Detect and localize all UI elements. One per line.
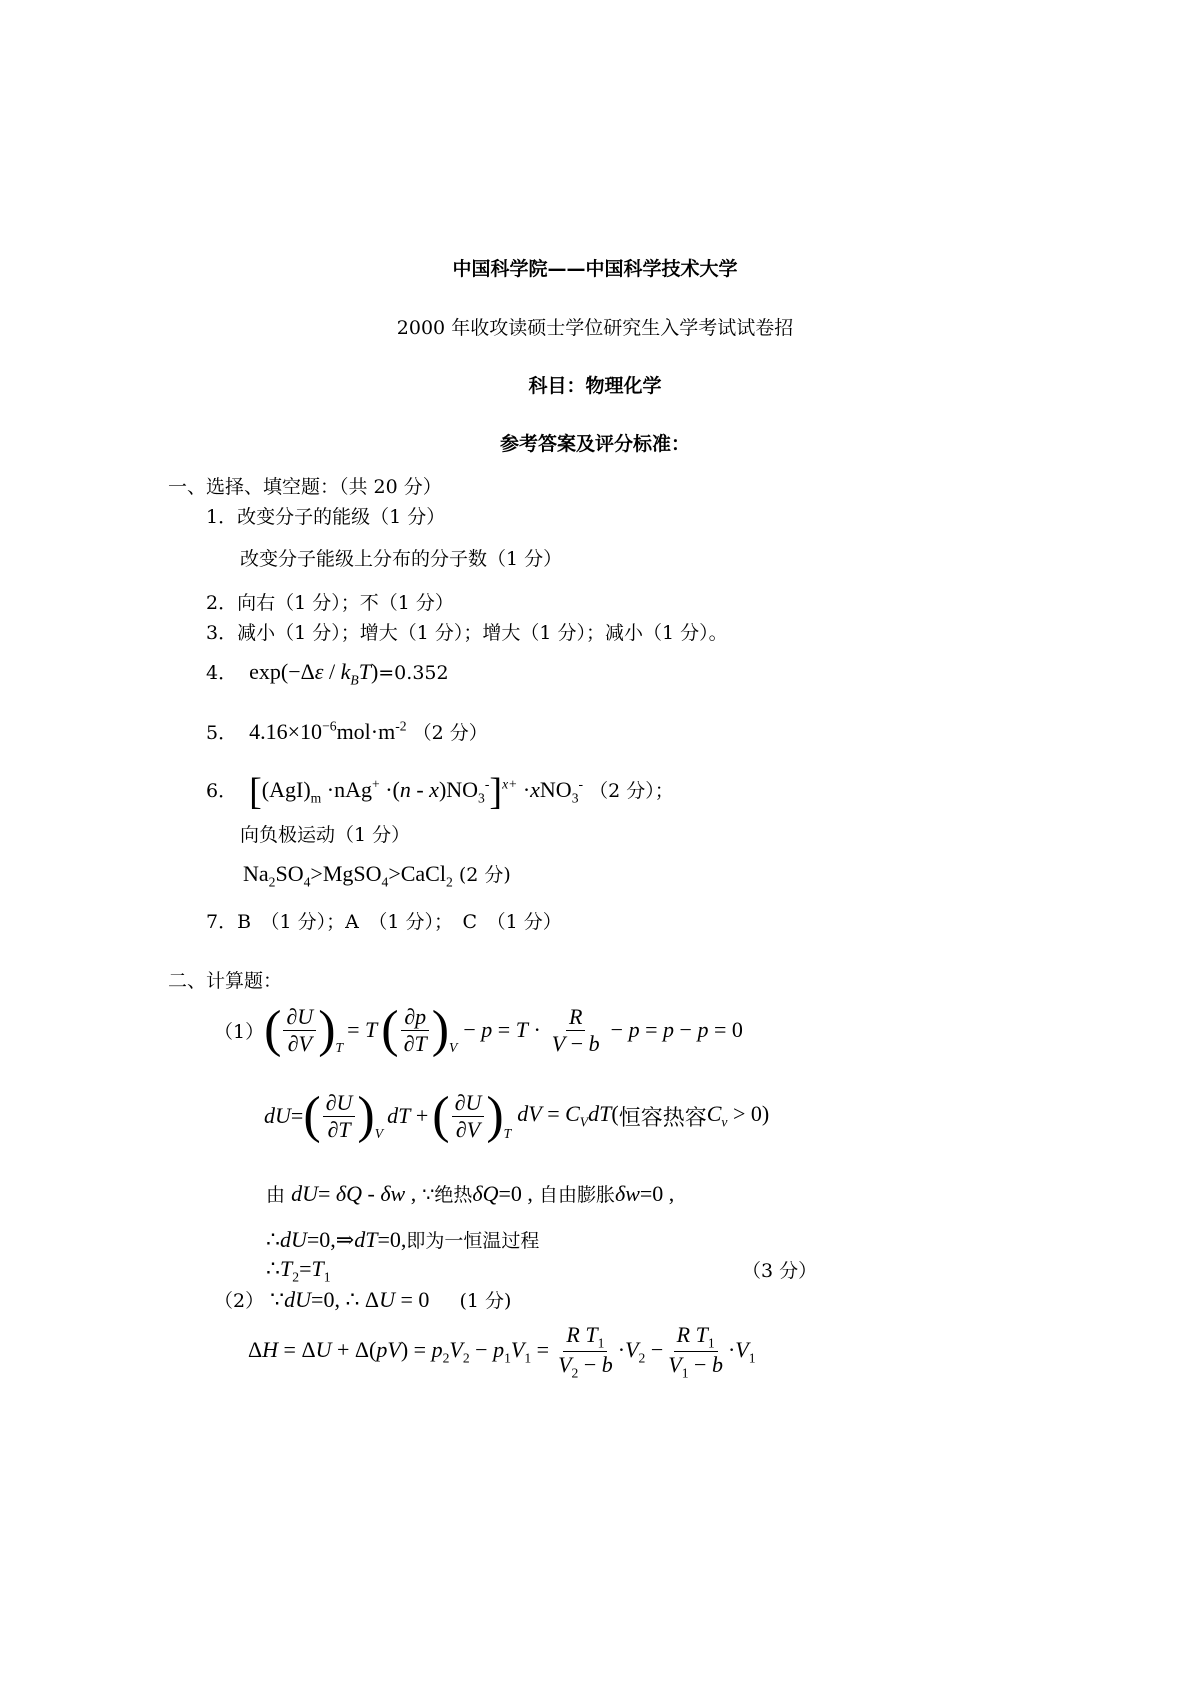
q6-score: （2 分）； xyxy=(589,780,674,803)
q1: 1．改变分子的能级（1 分） xyxy=(206,506,446,528)
exam-title: 2000 年收攻读硕士学位研究生入学考试试卷招 xyxy=(396,317,794,339)
equation-dH: $\Delta H = \Delta U + \Delta(pV) = p_2V_2 - p_1V_1$ = $\frac{R T_1}{V_2 - b}$ $\cdot V_2$ − $\frac{R T_1}{V_1 - b}$ $\cdot V_1$ xyxy=(248,1322,756,1381)
p2-score: (1 分) xyxy=(459,1290,512,1312)
answers-title: 参考答案及评分标准： xyxy=(499,433,690,455)
equation-line5: $\therefore T_2=T_1$ xyxy=(266,1256,331,1285)
q4: 4． $\exp(-\Delta\varepsilon / k_BT)=0.352$ xyxy=(206,659,449,688)
q5-score: （2 分） xyxy=(412,722,488,744)
q4-value: =0.352 xyxy=(378,662,449,684)
equation-line4: ∴dU=0,⇒dT=0,即为一恒温过程 xyxy=(266,1227,540,1252)
subject-title: 科目：物理化学 xyxy=(528,375,662,397)
section2-title: 二、计算题： xyxy=(168,970,283,992)
q6: 6． $[(AgI)_m \cdot nAg^+ \cdot(n - x)NO_3^-]^{x+} \cdot xNO_3^-$ （2 分）； xyxy=(206,771,674,813)
q2-answer: 向右（1 分）；不（1 分） xyxy=(237,592,454,614)
q6-answer-b: 向负极运动（1 分） xyxy=(240,824,411,846)
q6c-score: (2 分) xyxy=(458,864,511,886)
q7: 7．B （1 分）；A （1 分）； C （1 分） xyxy=(206,911,562,933)
q3: 3．减小（1 分）；增大（1 分）；增大（1 分）；减小（1 分）。 xyxy=(206,622,728,644)
p1-label: （1） xyxy=(214,1020,265,1043)
q7-answer: B （1 分）；A （1 分）； C （1 分） xyxy=(237,911,562,933)
p2-label: （2） xyxy=(214,1290,265,1312)
heat-capacity-note: 恒容热容 xyxy=(618,1104,707,1130)
equation-line3: 由 dU= δQ - δw , ∵绝热δQ=0 , 自由膨胀δw=0 , xyxy=(266,1181,675,1206)
part2: （2） ∵dU=0, ∴ ΔU = 0 (1 分) xyxy=(214,1287,512,1312)
q1-answer-b: 改变分子能级上分布的分子数（1 分） xyxy=(240,548,563,570)
section1-title: 一、选择、填空题：（共 20 分） xyxy=(168,476,442,498)
q1-answer-a: 改变分子的能级（1 分） xyxy=(237,506,446,528)
institution-title: 中国科学院——中国科学技术大学 xyxy=(452,258,738,280)
q5: 5． $4.16\times 10^{-6}mol\cdot m^{-2}$ （2 分） xyxy=(206,718,488,744)
q3-answer: 减小（1 分）；增大（1 分）；增大（1 分）；减小（1 分）。 xyxy=(237,622,728,644)
equation-1: （1） ( $\frac{\partial U}{\partial V}$ ) $_T$ = T ( $\frac{\partial p}{\partial T}$ ) $_V$ − p = T · $\frac{R}{V - b}$ − p = p − p = 0 xyxy=(214,1001,743,1058)
p1-score: （3 分） xyxy=(742,1260,818,1282)
q2: 2．向右（1 分）；不（1 分） xyxy=(206,592,454,614)
q6-answer-c: $Na_2SO_4>MgSO_4>CaCl_2$ (2 分) xyxy=(243,861,511,890)
equation-dU: dU = ( $\frac{\partial U}{\partial T}$ ) $_V$ dT + ( $\frac{\partial U}{\partial V}$ ) $_T$ dV = $C_VdT$( 恒容热容 $C_v > 0$) xyxy=(264,1087,770,1144)
